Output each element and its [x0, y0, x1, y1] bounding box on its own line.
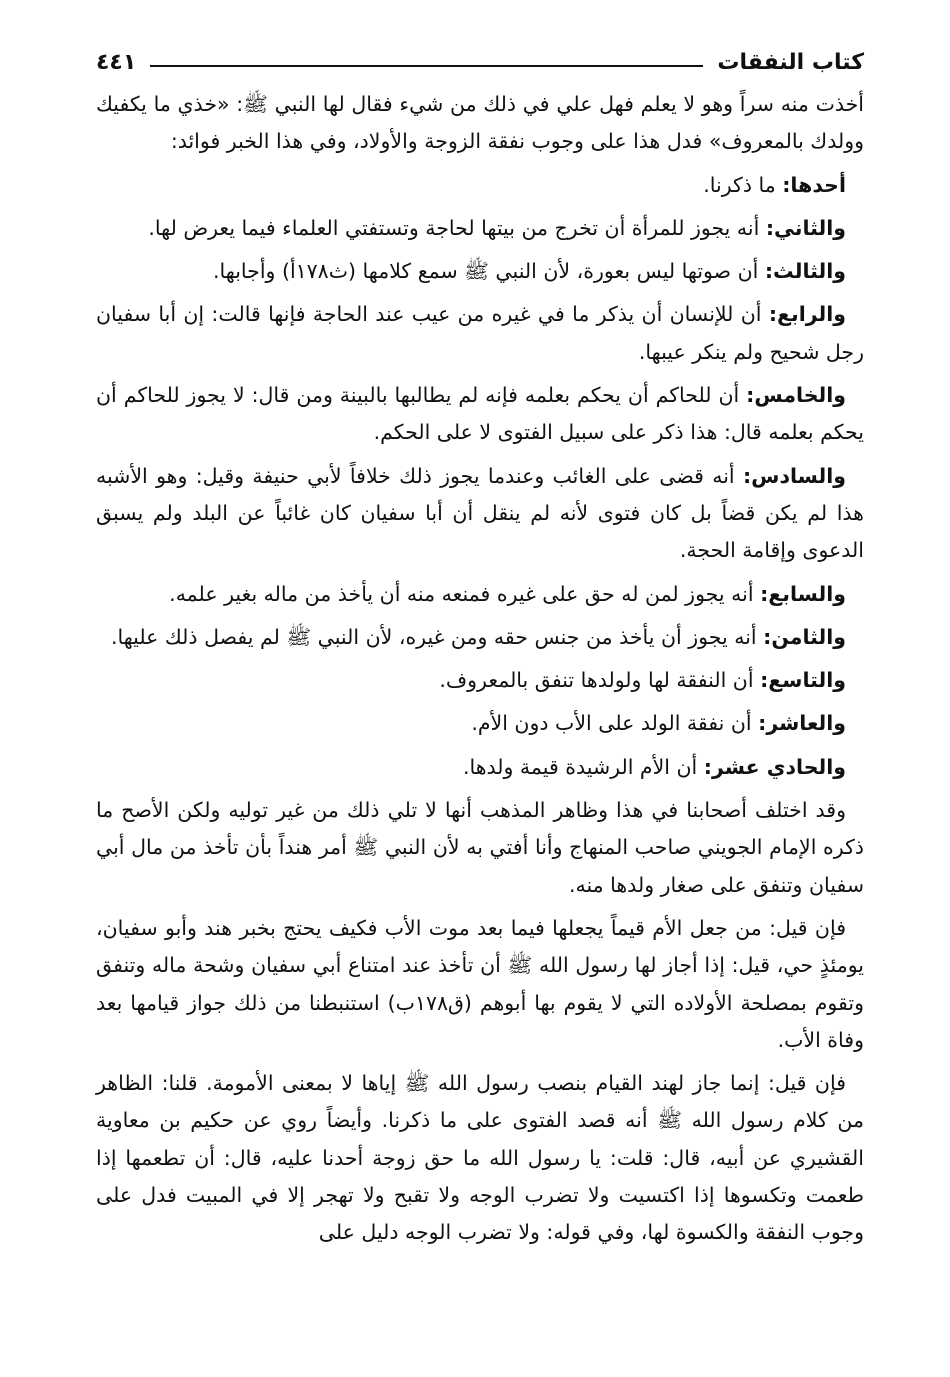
paragraph [96, 749, 864, 786]
paragraph-lead: والحادي عشر: [703, 754, 846, 779]
paragraph-lead: أحدها: [782, 172, 846, 197]
paragraph-text: أن للإنسان أن يذكر ما في غيره من عيب عند الحاجة فإنها قالت: إن أبا سفيان رجل شحيح ولم ينكر عيبها. [96, 302, 864, 364]
paragraph-text: أخذت منه سراً وهو لا يعلم فهل علي في ذلك من شيء فقال لها النبي ﷺ: «خذي ما يكفيك وولدك بالمعروف» فدل هذا على وجوب نفقة الزوجة والأولاد، وفي هذا الخبر فوائد: [96, 92, 864, 154]
paragraph [96, 619, 864, 656]
paragraph [96, 377, 864, 452]
paragraph-text: أن نفقة الولد على الأب دون الأم. [471, 711, 752, 736]
paragraph-text: أن الأم الرشيدة قيمة ولدها. [462, 754, 698, 779]
paragraph-text: أنه يجوز لمن له حق على غيره فمنعه منه أن يأخذ من ماله بغير علمه. [169, 581, 754, 606]
paragraph-lead: والثالث: [764, 259, 846, 284]
paragraph [96, 458, 864, 570]
paragraph-text: أنه يجوز للمرأة أن تخرج من بيتها لحاجة وتستفتي العلماء فيما يعرض لها. [148, 215, 760, 240]
paragraph [96, 792, 864, 904]
paragraph-lead: والسادس: [742, 463, 846, 488]
page-body [96, 86, 864, 1252]
paragraph-text: أن صوتها ليس بعورة، لأن النبي ﷺ سمع كلامها (ث١٧٨أ) وأجابها. [213, 259, 759, 284]
paragraph [96, 86, 864, 161]
paragraph-text: أنه قضى على الغائب وعندما يجوز ذلك خلافاً لأبي حنيفة وقيل: وهو الأشبه هذا لم يكن قضاً بل كان فتوى لأنه لم ينقل أن أبا سفيان كان غائباً عن البلد ولم يسبق الدعوى وإقامة الحجة. [96, 463, 864, 563]
paragraph-text: وقد اختلف أصحابنا في هذا وظاهر المذهب أنها لا تلي ذلك من غير توليه ولكن الأصح ما ذكره الإمام الجويني صاحب المنهاج وأنا أفتي به لأن النبي ﷺ أمر هنداً بأن تأخذ من مال أبي سفيان وتنفق على صغار ولدها منه. [96, 798, 864, 897]
paragraph-text: أن للحاكم أن يحكم بعلمه فإنه لم يطالبها بالبينة ومن قال: لا يجوز للحاكم أن يحكم بعلمه قال: هذا ذكر على سبيل الفتوى لا على الحكم. [96, 383, 864, 445]
running-header [96, 38, 864, 86]
paragraph [96, 253, 864, 290]
paragraph-lead: والخامس: [746, 383, 846, 408]
paragraph [96, 662, 864, 699]
paragraph [96, 167, 864, 204]
paragraph-lead: والثاني: [765, 215, 846, 240]
paragraph-text: أنه يجوز أن يأخذ من جنس حقه ومن غيره، لأن النبي ﷺ لم يفصل ذلك عليها. [110, 624, 757, 649]
paragraph [96, 296, 864, 371]
paragraph-lead: والعاشر: [758, 711, 846, 736]
paragraph [96, 1065, 864, 1251]
paragraph-text: فإن قيل: إنما جاز لهند القيام بنصب رسول الله ﷺ إياها لا بمعنى الأمومة. قلنا: الظاهر من كلام رسول الله ﷺ أنه قصد الفتوى على ما ذكرنا. وأيضاً روي عن حكيم بن معاوية القشيري عن أبيه، قال: قلت: يا رسول الله ما حق زوجة أحدنا عليه، قال: أن تطعمها إذا طعمت وتكسوها إذا اكتسيت ولا تضرب الوجه ولا تقبح ولا تهجر إلا في المبيت فدل على وجوب النفقة والكسوة لها، وفي قوله: ولا تضرب الوجه دليل على [96, 1071, 864, 1245]
paragraph [96, 210, 864, 247]
paragraph [96, 576, 864, 613]
paragraph-text: ما ذكرنا. [703, 172, 776, 197]
paragraph-lead: والرابع: [768, 302, 846, 327]
paragraph-lead: والسابع: [760, 581, 846, 606]
paragraph [96, 705, 864, 742]
paragraph [96, 910, 864, 1059]
chapter-title: كتاب النفقات [717, 49, 864, 75]
paragraph-lead: والثامن: [763, 624, 846, 649]
paragraph-text: فإن قيل: من جعل الأم قيماً يجعلها فيما بعد موت الأب فكيف يحتج بخبر هند وأبو سفيان، يومئذٍ حي، قيل: إذا أجاز لها رسول الله ﷺ أن تأخذ عند امتناع أبي سفيان وشحة ماله وتنفق وتقوم بمصلحة الأولاده التي لا يقوم بها أبوهم (ق١٧٨ب) استنبطنا من ذلك جواز قيامها بعد وفاة الأب. [96, 915, 864, 1052]
page-number: ٤٤١ [96, 49, 137, 75]
paragraph-text: أن النفقة لها ولولدها تنفق بالمعروف. [439, 668, 754, 693]
header-rule [150, 65, 703, 67]
paragraph-lead: والتاسع: [760, 668, 846, 693]
